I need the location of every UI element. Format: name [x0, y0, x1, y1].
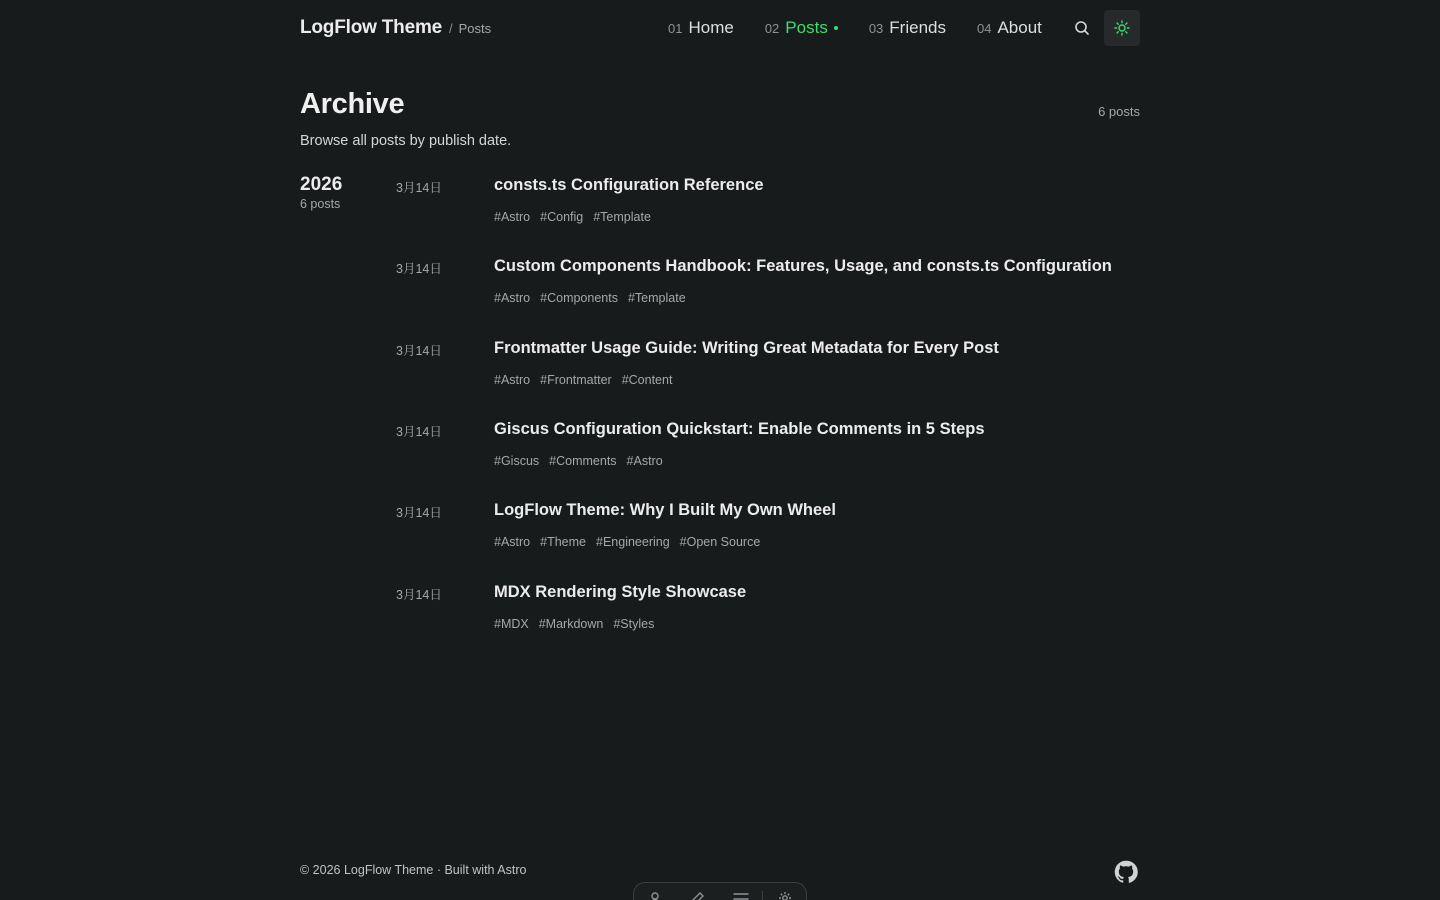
post-item: [396, 501, 1140, 571]
post-date: 3月14日: [396, 344, 442, 358]
total-post-count: 6 posts: [1098, 104, 1140, 119]
settings-icon: [778, 891, 792, 900]
post-item: [396, 257, 1140, 327]
post-date: 3月14日: [396, 506, 442, 520]
brand: [300, 17, 491, 39]
sun-icon: [1114, 20, 1130, 36]
dock-menu-button[interactable]: [720, 891, 763, 900]
post-date: 3月14日: [396, 181, 442, 195]
breadcrumb-current: Posts: [458, 21, 492, 36]
post-date: 3月14日: [396, 588, 442, 602]
tag-link[interactable]: #Comments: [549, 454, 617, 468]
dock-person-button[interactable]: [634, 891, 677, 900]
tag-link[interactable]: #Giscus: [494, 454, 540, 468]
post-item: [396, 583, 1140, 653]
search-button[interactable]: [1070, 16, 1094, 40]
post-tags: [494, 210, 661, 224]
tag-link[interactable]: #Components: [540, 291, 618, 305]
post-tags: [494, 535, 770, 549]
post-title-link[interactable]: MDX Rendering Style Showcase: [494, 583, 747, 601]
tag-link[interactable]: #Open Source: [679, 535, 761, 549]
tag-link[interactable]: #Astro: [626, 454, 663, 468]
main-nav: [668, 10, 1042, 46]
nav-number: 02: [764, 21, 780, 36]
nav-label: Posts: [785, 18, 828, 37]
post-title-link[interactable]: Frontmatter Usage Guide: Writing Great Metadata for Every Post: [494, 339, 999, 357]
tag-link[interactable]: #Markdown: [538, 617, 604, 631]
page-description: Browse all posts by publish date.: [300, 133, 512, 149]
search-icon: [1074, 20, 1090, 36]
tag-link[interactable]: #Astro: [494, 373, 531, 387]
year-post-count: 6 posts: [300, 197, 341, 211]
year-group-header: [300, 174, 342, 211]
nav-number: 01: [668, 21, 683, 36]
tag-link[interactable]: #MDX: [494, 617, 529, 631]
nav-label: About: [997, 18, 1042, 37]
site-title[interactable]: LogFlow Theme: [300, 17, 443, 38]
nav-item-about[interactable]: [977, 18, 1042, 38]
nav-item-home[interactable]: [668, 18, 734, 38]
github-icon: [1114, 860, 1138, 884]
post-item: [396, 339, 1140, 409]
tag-link[interactable]: #Engineering: [596, 535, 670, 549]
tag-link[interactable]: #Astro: [494, 535, 531, 549]
tag-link[interactable]: #Frontmatter: [540, 373, 612, 387]
breadcrumb-separator: /: [449, 21, 453, 36]
person-icon: [648, 891, 662, 900]
nav-label: Friends: [889, 18, 946, 37]
post-tags: [494, 454, 673, 468]
year-label: 2026: [300, 174, 343, 195]
theme-toggle-button[interactable]: [1104, 10, 1140, 46]
tag-link[interactable]: #Template: [627, 291, 686, 305]
post-title-link[interactable]: LogFlow Theme: Why I Built My Own Wheel: [494, 501, 836, 519]
post-title-link[interactable]: Giscus Configuration Quickstart: Enable Comments in 5 Steps: [494, 420, 985, 438]
page-title: Archive: [300, 88, 405, 120]
site-header: [300, 10, 1140, 46]
dock-settings-button[interactable]: [763, 891, 806, 900]
github-link[interactable]: [1114, 860, 1138, 884]
tag-link[interactable]: #Astro: [494, 291, 531, 305]
tag-link[interactable]: #Content: [621, 373, 673, 387]
bottom-toolbar: [633, 882, 807, 900]
tag-link[interactable]: #Config: [540, 210, 584, 224]
menu-icon: [733, 891, 749, 900]
nav-item-posts[interactable]: [765, 18, 838, 38]
tag-link[interactable]: #Template: [593, 210, 651, 224]
nav-label: Home: [688, 18, 734, 37]
post-item: [396, 176, 1140, 246]
tag-link[interactable]: #Theme: [540, 535, 586, 549]
tag-link[interactable]: #Astro: [494, 210, 531, 224]
active-indicator-dot: [834, 26, 838, 30]
nav-number: 04: [976, 21, 992, 36]
nav-item-friends[interactable]: [869, 18, 946, 38]
tag-link[interactable]: #Styles: [613, 617, 655, 631]
post-tags: [494, 617, 664, 631]
post-date: 3月14日: [396, 262, 442, 276]
post-tags: [494, 291, 696, 305]
nav-number: 03: [868, 21, 884, 36]
brush-icon: [691, 891, 705, 900]
footer-copyright: © 2026 LogFlow Theme · Built with Astro: [300, 863, 527, 877]
post-title-link[interactable]: Custom Components Handbook: Features, Usage, and consts.ts Configuration: [494, 257, 1112, 275]
post-item: [396, 420, 1140, 490]
post-title-link[interactable]: consts.ts Configuration Reference: [494, 176, 764, 194]
post-tags: [494, 373, 682, 387]
post-date: 3月14日: [396, 425, 442, 439]
dock-brush-button[interactable]: [677, 891, 720, 900]
